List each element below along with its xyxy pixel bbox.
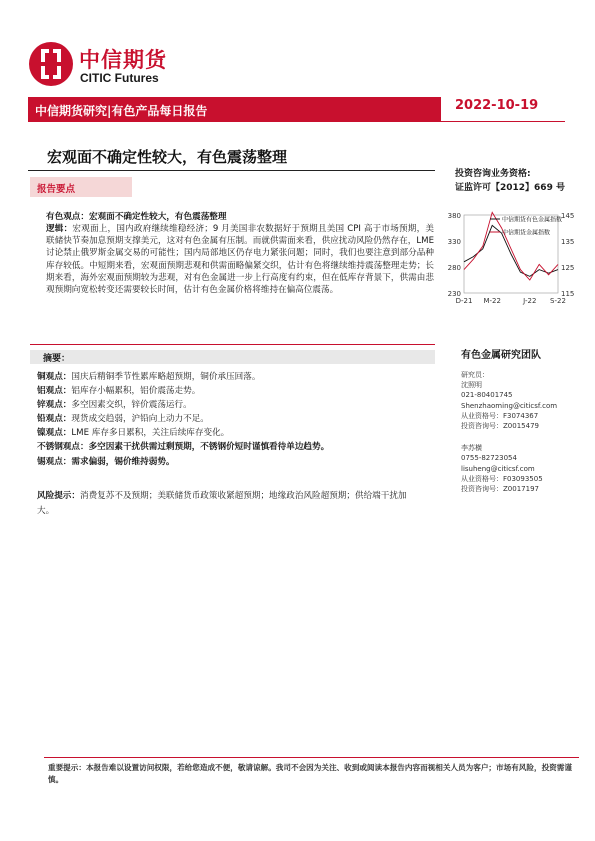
abstract-title: 摘要： [43,354,71,364]
citic-logo [27,40,187,90]
y-right-tick-label: 115 [561,290,575,298]
analyst-email: lisuheng@citicsf.com [461,464,535,473]
summary-logic [46,223,434,296]
analyst-name: 沈照明 [461,381,482,390]
analyst-role: 研究员： [461,371,489,379]
legend-label: 中信期货有色金属指数 [502,216,563,224]
analyst-card [461,443,557,494]
y-right-tick-label: 145 [561,212,575,220]
x-tick-label: M-22 [483,297,501,305]
y-left-tick-label: 330 [447,238,461,246]
view-nickel: 镍观点：LME 库存多日累积，关注后续库存变化。 [37,428,230,439]
analyst-email: Shenzhaoming@citicsf.com [461,401,558,410]
qualification-label: 投资咨询业务资格: [455,169,531,179]
summary-headline: 有色观点：宏观面不确定性较大，有色震荡整理 [46,212,227,222]
logic-label: 逻辑： [46,224,73,234]
view-lead: 铅观点：现货成交趋弱，沪铅向上动力不足。 [37,414,209,425]
view-aluminum: 铝观点：铝库存小幅累积，铝价震荡走势。 [37,386,201,397]
y-left-tick-label: 280 [447,264,461,272]
logic-text: 宏观面上，国内政府继续维稳经济；9 月美国非农数据好于预期且美国 CPI 高于市场预期，美联储快节奏加息预期支撑美元，这对有色金属有压制。而就供需面来看，供应扰动风险仍然存在，LME 讨论禁止俄罗斯金属交易的可能性；国内局部地区仍存电力紧张问题；同时，我们也要注意到部分品种库存较低。中短期来看，宏观面预期悲观和供需面略偏紧交织，估计有色将继续维持震荡整理走势；长期来看，海外宏观面预期较为悲观，对有色金属进一步上行高度有约束，但在低库存背景下，供需由悲观预期向宽松转变还需要较长时间，估计有色金属价格将维持在偏高位震荡。 [46,224,434,296]
summary-box [30,197,435,345]
legend-label: 中信期货金属指数 [502,229,551,237]
risk-warning: 风险提示：消费复苏不及预期；美联储货币政策收紧超预期；地缘政治风险超预期；供给端干扰加大。 [37,491,407,516]
abstract-bar [30,350,435,364]
summary-tag: 报告要点 [30,177,132,197]
view-tin: 锡观点：需求偏弱，锡价维持弱势。 [37,456,175,467]
footer-rule [44,757,579,758]
y-right-tick-label: 125 [561,264,575,272]
x-tick-label: J-22 [523,297,537,305]
y-left-tick-label: 380 [447,212,461,220]
view-stainless-steel: 不锈钢观点：多空因素干扰供需过剩预期，不锈钢价短时谨慎看待单边趋势。 [37,442,330,453]
x-tick-label: D-21 [455,297,473,305]
metal-index-chart [436,205,586,323]
views-list [37,370,437,469]
brand-name-cn: 中信期货 [79,48,167,72]
report-title: 宏观面不确定性较大，有色震荡整理 [47,148,288,166]
x-tick-label: S-22 [550,297,566,305]
banner-rule [441,121,565,122]
analyst-phone: 021-80401745 [461,391,513,400]
report-series-banner: 中信期货研究|有色产品每日报告 [28,97,441,122]
analyst-phone: 0755-82723054 [461,454,517,463]
report-date: 2022-10-19 [455,98,539,113]
view-zinc: 锌观点：多空因素交织，锌价震荡运行。 [37,400,192,411]
qualification-value: 证监许可【2012】669 号 [455,183,565,193]
brand-name-en: CITIC Futures [80,71,159,85]
citic-logo-icon [27,40,75,88]
analyst-cert: 从业资格号：F03093505 [461,474,543,483]
y-right-tick-label: 135 [561,238,575,246]
analyst-card [461,370,557,431]
analyst-advisory: 投资咨询号：Z0017197 [461,485,539,494]
title-rule [28,170,435,171]
team-title: 有色金属研究团队 [461,350,541,361]
analyst-cert: 从业资格号：F3074367 [461,411,539,420]
analyst-list [461,370,557,506]
analyst-advisory: 投资咨询号：Z0015479 [461,422,539,431]
footer-disclaimer: 重要提示：本报告难以设置访问权限，若给您造成不便，敬请谅解。我司不会因为关注、收到或阅读本报告内容而视相关人员为客户；市场有风险，投资需谨慎。 [48,763,572,784]
y-left-tick-label: 230 [447,290,461,298]
view-copper: 铜观点：国庆后精铜季节性累库略超预期，铜价承压回落。 [37,372,261,382]
analyst-name: 李苏横 [461,444,482,453]
